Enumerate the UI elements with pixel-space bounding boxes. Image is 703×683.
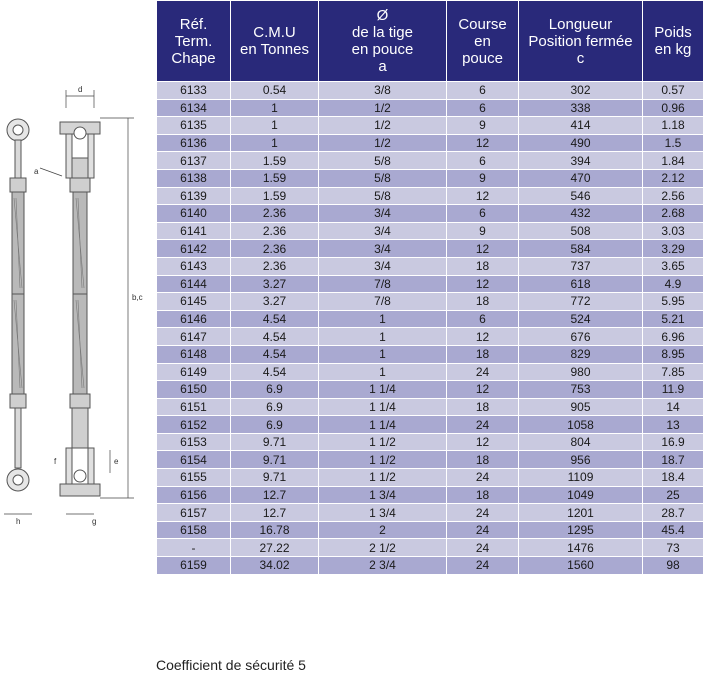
table-cell: 772 [519,293,643,311]
table-row [157,240,703,258]
table-cell: 1/2 [319,117,447,135]
table-cell: 1476 [519,539,643,557]
table-cell: 6.96 [643,328,703,346]
table-cell: 6158 [157,521,231,539]
table-row [157,416,703,434]
table-cell: 0.96 [643,99,703,117]
table-cell: 1058 [519,416,643,434]
table-row [157,433,703,451]
table-cell: 980 [519,363,643,381]
table-cell: 14 [643,398,703,416]
table-cell: 905 [519,398,643,416]
table-cell: 1 1/2 [319,469,447,487]
table-cell: 0.54 [231,82,319,100]
table-cell: 6153 [157,433,231,451]
table-cell: 6141 [157,222,231,240]
table-cell: 1 [231,99,319,117]
table-cell: 1.59 [231,152,319,170]
table-cell: 6 [447,310,519,328]
table-row [157,398,703,416]
table-cell: 73 [643,539,703,557]
table-row [157,363,703,381]
table-cell: 18 [447,451,519,469]
table-cell: 2.36 [231,240,319,258]
table-cell: 24 [447,469,519,487]
table-cell: 1 1/4 [319,416,447,434]
table-cell: 3/4 [319,222,447,240]
table-cell: 6148 [157,345,231,363]
column-header-line: en [474,32,491,50]
table-cell: 11.9 [643,381,703,399]
table-cell: 2.56 [643,187,703,205]
label-g: g [92,517,97,526]
table-row [157,275,703,293]
table-cell: 1 [231,117,319,135]
column-header-line: Réf. [179,15,208,33]
table-cell: 6155 [157,469,231,487]
table-cell: 1 3/4 [319,486,447,504]
table-cell: 24 [447,363,519,381]
column-header-4 [519,1,643,82]
table-cell: 1.59 [231,187,319,205]
table-cell: 2.36 [231,257,319,275]
table-cell: 4.54 [231,328,319,346]
table-cell: 4.54 [231,363,319,381]
table-cell: 1.84 [643,152,703,170]
table-cell: 6145 [157,293,231,311]
column-header-line: Ø [376,7,389,24]
table-cell: 1560 [519,557,643,575]
table-cell: 6150 [157,381,231,399]
column-header-line: Poids [654,24,692,41]
column-header-line: en pouce [351,41,414,58]
table-cell: 6138 [157,169,231,187]
column-header-line: c [576,49,585,67]
column-header-2 [319,1,447,82]
table-cell: 414 [519,117,643,135]
table-cell: 737 [519,257,643,275]
table-cell: 1.18 [643,117,703,135]
table-cell: 6134 [157,99,231,117]
table-row [157,187,703,205]
table-cell: 18.4 [643,469,703,487]
table-cell: 6140 [157,205,231,223]
table-row [157,345,703,363]
header-row [157,1,703,82]
table-cell: 3.29 [643,240,703,258]
label-h: h [16,517,21,526]
table-cell: 6.9 [231,381,319,399]
table-cell: 12.7 [231,486,319,504]
table-cell: 1 [319,310,447,328]
table-cell: 1 3/4 [319,504,447,522]
table-cell: 34.02 [231,557,319,575]
column-header-line: C.M.U [253,24,296,41]
table-cell: 28.7 [643,504,703,522]
table-cell: 6147 [157,328,231,346]
table-body [157,82,703,575]
turnbuckle-drawing [0,78,155,528]
table-cell: 45.4 [643,521,703,539]
table-cell: 5/8 [319,152,447,170]
table-cell: 13 [643,416,703,434]
column-header-line: en Tonnes [240,41,309,58]
table-cell: 2 3/4 [319,557,447,575]
label-e: e [114,457,119,466]
table-row [157,310,703,328]
table-cell: 98 [643,557,703,575]
table-cell: 3/4 [319,240,447,258]
table-cell: 394 [519,152,643,170]
table-row [157,486,703,504]
table-cell: 3/4 [319,205,447,223]
table-cell: 5/8 [319,169,447,187]
table-cell: 9.71 [231,469,319,487]
table-cell: - [157,539,231,557]
table-cell: 1201 [519,504,643,522]
table-cell: 1049 [519,486,643,504]
table-cell: 2 [319,521,447,539]
table-cell: 6 [447,205,519,223]
table-cell: 12 [447,275,519,293]
table-cell: 5/8 [319,187,447,205]
table-cell: 6 [447,152,519,170]
table-cell: 18 [447,345,519,363]
column-header-line: Term. [174,32,213,50]
column-header-5 [643,1,703,82]
table-cell: 12 [447,134,519,152]
table-cell: 6137 [157,152,231,170]
column-header-line: Course [458,15,507,33]
table-cell: 2.12 [643,169,703,187]
table-cell: 3.65 [643,257,703,275]
table-cell: 6144 [157,275,231,293]
table-cell: 1/2 [319,134,447,152]
table-cell: 1 1/4 [319,398,447,416]
table-cell: 584 [519,240,643,258]
table-cell: 12 [447,187,519,205]
label-bc: b,c [132,293,143,302]
table-row [157,169,703,187]
table-cell: 24 [447,557,519,575]
table-row [157,222,703,240]
table-cell: 6152 [157,416,231,434]
table-cell: 6135 [157,117,231,135]
table-row [157,539,703,557]
table-cell: 753 [519,381,643,399]
table-cell: 18 [447,257,519,275]
table-row [157,328,703,346]
table-row [157,381,703,399]
table-cell: 1.59 [231,169,319,187]
table-cell: 18 [447,486,519,504]
table-cell: 6156 [157,486,231,504]
table-cell: 302 [519,82,643,100]
table-cell: 956 [519,451,643,469]
table-cell: 4.54 [231,310,319,328]
table-cell: 8.95 [643,345,703,363]
table-cell: 804 [519,433,643,451]
table-cell: 676 [519,328,643,346]
table-cell: 1 [319,345,447,363]
table-cell: 2 1/2 [319,539,447,557]
table-cell: 6151 [157,398,231,416]
table-row [157,521,703,539]
table-cell: 6143 [157,257,231,275]
table-row [157,99,703,117]
table-cell: 470 [519,169,643,187]
table-cell: 9.71 [231,451,319,469]
table-cell: 546 [519,187,643,205]
column-header-line: a [378,58,387,75]
table-cell: 3.03 [643,222,703,240]
table-cell: 6.9 [231,398,319,416]
table-cell: 1 [231,134,319,152]
table-cell: 7.85 [643,363,703,381]
column-header-line: Chape [171,49,216,67]
table-row [157,152,703,170]
table-row [157,205,703,223]
table-cell: 1 1/4 [319,381,447,399]
table-cell: 7/8 [319,275,447,293]
column-header-0 [157,1,231,82]
column-header-line: Longueur [548,15,613,33]
table-cell: 6136 [157,134,231,152]
table-cell: 18.7 [643,451,703,469]
table-cell: 16.78 [231,521,319,539]
table-cell: 618 [519,275,643,293]
table-cell: 6149 [157,363,231,381]
table-row [157,451,703,469]
table-cell: 12 [447,328,519,346]
table-cell: 6157 [157,504,231,522]
table-cell: 6139 [157,187,231,205]
table-cell: 1 [319,328,447,346]
table-cell: 3.27 [231,293,319,311]
table-cell: 1.5 [643,134,703,152]
label-d: d [78,85,83,94]
column-header-line: de la tige [352,24,413,41]
table-cell: 12.7 [231,504,319,522]
table-cell: 6 [447,82,519,100]
table-cell: 25 [643,486,703,504]
table-row [157,557,703,575]
table-cell: 18 [447,398,519,416]
table-row [157,257,703,275]
table-cell: 6142 [157,240,231,258]
table-cell: 4.9 [643,275,703,293]
table-cell: 829 [519,345,643,363]
table-cell: 6146 [157,310,231,328]
table-cell: 6.9 [231,416,319,434]
column-header-line: Position fermée [528,32,633,50]
table-cell: 3/8 [319,82,447,100]
table-cell: 6154 [157,451,231,469]
table-row [157,117,703,135]
table-cell: 490 [519,134,643,152]
table-cell: 6133 [157,82,231,100]
table-cell: 24 [447,521,519,539]
table-cell: 6 [447,99,519,117]
label-a: a [34,167,39,176]
table-cell: 1295 [519,521,643,539]
table-cell: 1 1/2 [319,451,447,469]
table-cell: 3.27 [231,275,319,293]
table-cell: 16.9 [643,433,703,451]
table-cell: 338 [519,99,643,117]
table-cell: 4.54 [231,345,319,363]
table-cell: 3/4 [319,257,447,275]
table-cell: 24 [447,504,519,522]
label-f: f [54,457,57,466]
column-header-3 [447,1,519,82]
table-row [157,293,703,311]
table-cell: 2.68 [643,205,703,223]
spec-table [156,0,703,575]
table-cell: 1109 [519,469,643,487]
table-cell: 432 [519,205,643,223]
table-cell: 1 [319,363,447,381]
table-cell: 524 [519,310,643,328]
table-cell: 2.36 [231,205,319,223]
safety-coefficient-note: Coefficient de sécurité 5 [156,657,306,673]
table-cell: 5.95 [643,293,703,311]
table-cell: 6159 [157,557,231,575]
column-header-line: en kg [654,41,692,58]
table-cell: 12 [447,433,519,451]
column-header-1 [231,1,319,82]
table-cell: 9 [447,169,519,187]
table-cell: 9.71 [231,433,319,451]
table-cell: 508 [519,222,643,240]
table-cell: 27.22 [231,539,319,557]
column-header-line: pouce [462,49,503,67]
table-cell: 24 [447,416,519,434]
table-cell: 18 [447,293,519,311]
table-cell: 12 [447,240,519,258]
table-cell: 1/2 [319,99,447,117]
table-cell: 9 [447,222,519,240]
table-cell: 1 1/2 [319,433,447,451]
table-cell: 2.36 [231,222,319,240]
table-row [157,504,703,522]
table-row [157,469,703,487]
table-row [157,82,703,100]
table-cell: 0.57 [643,82,703,100]
table-cell: 9 [447,117,519,135]
table-cell: 24 [447,539,519,557]
table-cell: 12 [447,381,519,399]
table-cell: 5.21 [643,310,703,328]
table-row [157,134,703,152]
table-cell: 7/8 [319,293,447,311]
